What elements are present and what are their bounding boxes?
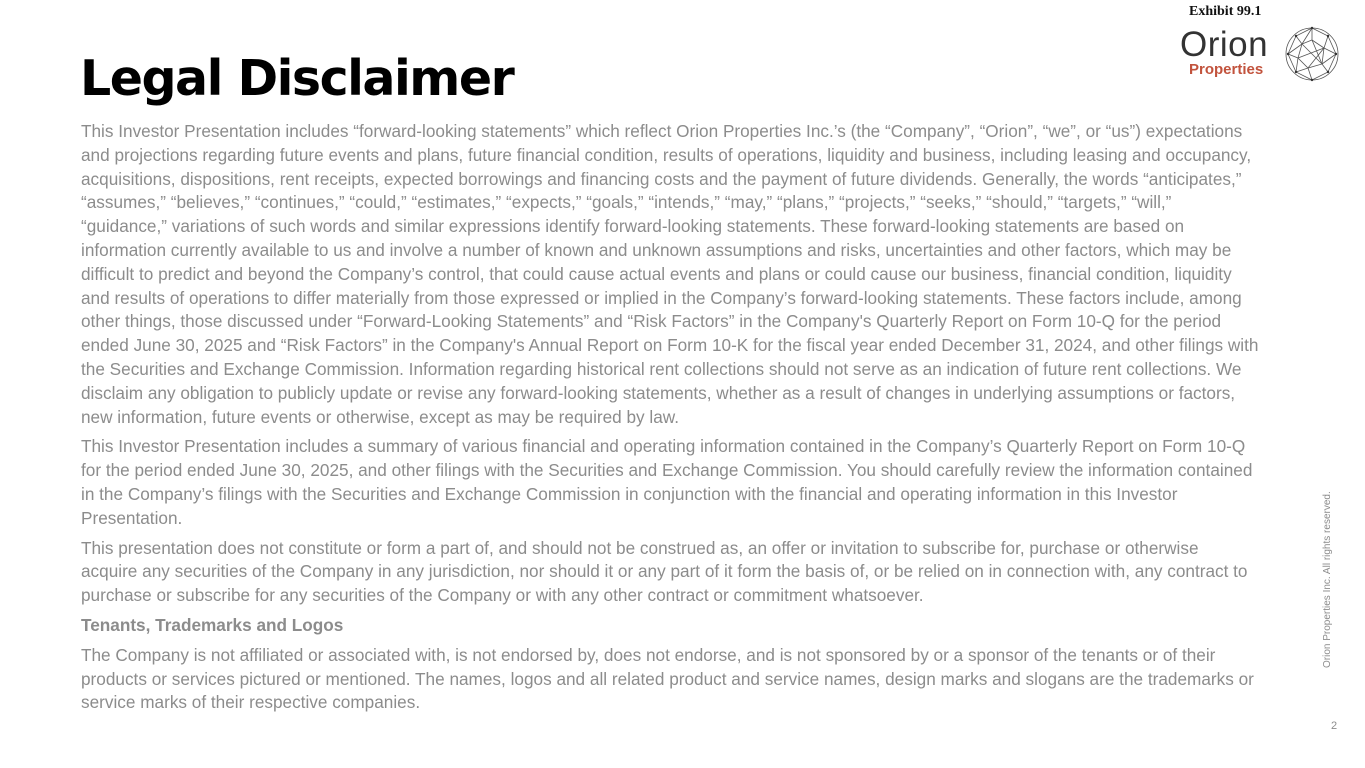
copyright-note: Orion Properties Inc. All rights reserved.: [1322, 491, 1333, 668]
geodesic-globe-icon: [1284, 26, 1340, 82]
page-title: Legal Disclaimer: [80, 50, 514, 107]
trademarks-paragraph: The Company is not affiliated or associated with, is not endorsed by, does not endorse, and is not sponsored by or a sponsor of the tenants or of their products or services pictured or mentioned. The names, logos and all related product and service names, design marks and slogans are the trademarks or service marks of their respective companies.: [81, 644, 1254, 713]
disclaimer-body: [81, 120, 1259, 721]
forward-looking-paragraph: This Investor Presentation includes “forward-looking statements” which reflect Orion Properties Inc.’s (the “Company”, “Orion”, “we”, or “us”) expectations and projections regarding future events and plans, future financial condition, results of operations, liquidity and business, including leasing and occupancy, acquisitions, dispositions, rent receipts, expected borrowings and financing costs and the payment of future dividends. Generally, the words “anticipates,” “assumes,” “believes,” “continues,” “could,” “estimates,” “expects,” “goals,” “intends,” “may,” “plans,” “projects,” “seeks,” “should,” “targets,” “will,” “guidance,” variations of such words and similar expressions identify forward-looking statements. These forward-looking statements are based on information currently available to us and involve a number of known and unknown assumptions and risks, uncertainties and other factors, which may be difficult to predict and beyond the Company’s control, that could cause actual events and plans or could cause our business, financial condition, liquidity and results of operations to differ materially from those expressed or implied in the Company’s forward-looking statements. These factors include, among other things, those discussed under “Forward-Looking Statements” and “Risk Factors” in the Company's Quarterly Report on Form 10-Q for the period ended June 30, 2025 and “Risk Factors” in the Company's Annual Report on Form 10-K for the fiscal year ended December 31, 2024, and other filings with the Securities and Exchange Commission. Information regarding historical rent collections should not serve as an indication of future rent collections. We disclaim any obligation to publicly update or revise any forward-looking statements, whether as a result of changes in underlying assumptions or factors, new information, future events or otherwise, except as may be required by law.: [81, 121, 1259, 427]
summary-paragraph: This Investor Presentation includes a summary of various financial and operating information contained in the Company’s Quarterly Report on Form 10-Q for the period ended June 30, 2025, and other filings with the Securities and Exchange Commission. You should carefully review the information contained in the Company’s filings with the Securities and Exchange Commission in conjunction with the financial and operating information in this Investor Presentation.: [81, 436, 1253, 528]
logo-wordmark: Orion: [1180, 25, 1269, 64]
trademarks-subheading: Tenants, Trademarks and Logos: [81, 614, 344, 635]
no-offer-paragraph: This presentation does not constitute or form a part of, and should not be construed as, an offer or invitation to subscribe for, purchase or otherwise acquire any securities of the Company in any jurisdiction, nor should it or any part of it form the basis of, or be relied on in connection with, any contract to purchase or subscribe for any securities of the Company or with any other contract or commitment whatsoever.: [81, 537, 1248, 606]
logo-subtitle: Properties: [1189, 61, 1264, 78]
orion-properties-logo: [1180, 26, 1340, 88]
page-number: 2: [1331, 720, 1338, 732]
exhibit-label: Exhibit 99.1: [1189, 4, 1262, 19]
